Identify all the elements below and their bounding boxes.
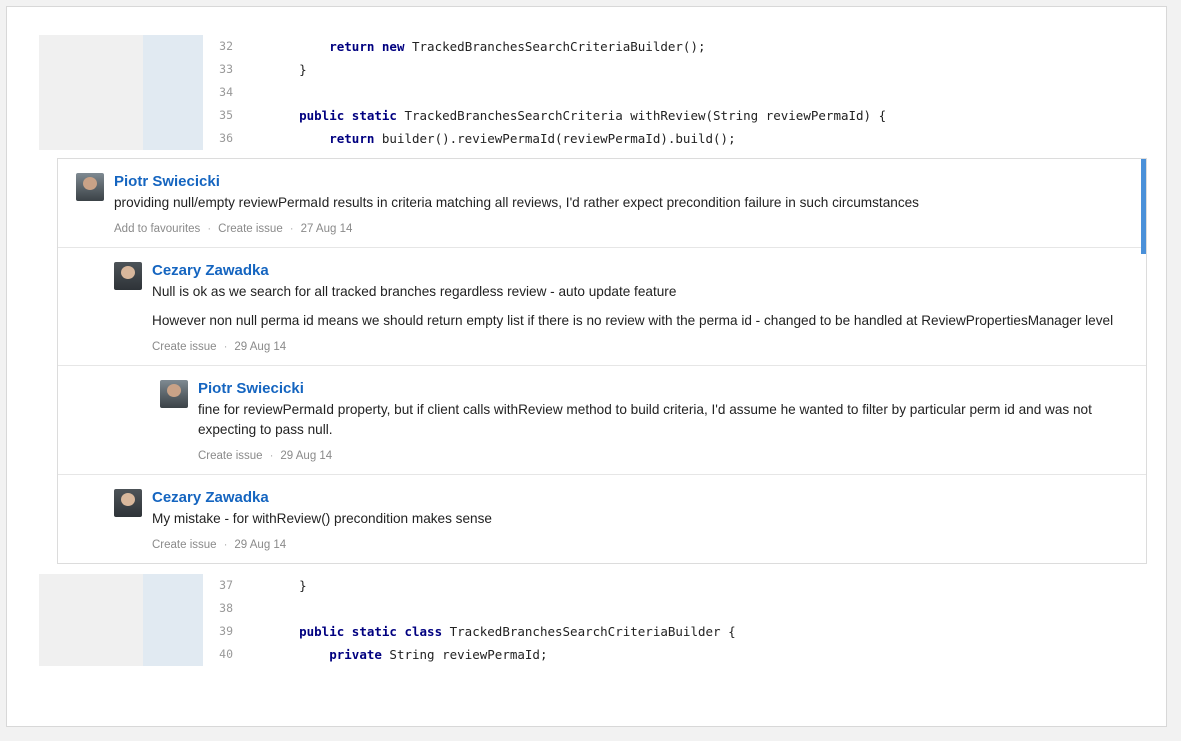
code-gutter-highlight bbox=[143, 597, 203, 620]
code-gutter-highlight bbox=[143, 104, 203, 127]
code-line bbox=[39, 35, 1139, 58]
code-line-text bbox=[241, 35, 1139, 58]
code-line bbox=[39, 620, 1139, 643]
code-line-text bbox=[241, 643, 1139, 666]
code-gutter-highlight bbox=[143, 35, 203, 58]
code-gutter-blank bbox=[39, 58, 143, 81]
code-gutter-blank bbox=[39, 127, 143, 150]
comment-body bbox=[152, 262, 1128, 355]
code-line-number: 33 bbox=[203, 58, 241, 81]
comment-body bbox=[152, 489, 1128, 553]
code-gutter-highlight bbox=[143, 58, 203, 81]
code-line-text bbox=[241, 81, 1139, 104]
code-line-text bbox=[241, 58, 1139, 81]
code-gutter-blank bbox=[39, 574, 143, 597]
comment-author[interactable]: Piotr Swiecicki bbox=[114, 173, 220, 190]
code-token: TrackedBranchesSearchCriteriaBuilder { bbox=[442, 624, 736, 639]
avatar bbox=[114, 489, 142, 517]
code-gutter-blank bbox=[39, 35, 143, 58]
code-keyword: private bbox=[329, 647, 382, 662]
avatar bbox=[76, 173, 104, 201]
code-token: } bbox=[269, 578, 307, 593]
comment-date: 29 Aug 14 bbox=[280, 450, 333, 462]
code-gutter-highlight bbox=[143, 81, 203, 104]
code-gutter-blank bbox=[39, 104, 143, 127]
code-token: TrackedBranchesSearchCriteria withReview(String reviewPermaId) { bbox=[396, 108, 887, 123]
code-line-number: 35 bbox=[203, 104, 241, 127]
code-line bbox=[39, 58, 1139, 81]
thread-accent-bar bbox=[1141, 159, 1146, 254]
comment-meta bbox=[198, 449, 1128, 464]
code-line-text bbox=[241, 127, 1139, 150]
code-gutter-blank bbox=[39, 620, 143, 643]
code-line-number: 39 bbox=[203, 620, 241, 643]
code-line bbox=[39, 81, 1139, 104]
comment-action-create-issue[interactable]: Create issue bbox=[218, 223, 283, 235]
code-keyword: public static bbox=[299, 108, 397, 123]
code-token bbox=[269, 647, 329, 662]
code-token: builder().reviewPermaId(reviewPermaId).build(); bbox=[374, 131, 736, 146]
code-keyword: public static class bbox=[299, 624, 443, 639]
code-block-top bbox=[39, 35, 1139, 150]
code-line bbox=[39, 597, 1139, 620]
code-line-text bbox=[241, 620, 1139, 643]
code-line-number: 38 bbox=[203, 597, 241, 620]
comment-author[interactable]: Piotr Swiecicki bbox=[198, 380, 304, 397]
comment-meta bbox=[152, 538, 1128, 553]
code-gutter-highlight bbox=[143, 620, 203, 643]
comment-body bbox=[198, 380, 1128, 464]
code-keyword: return bbox=[329, 131, 375, 146]
code-line bbox=[39, 643, 1139, 666]
meta-separator: · bbox=[223, 341, 228, 353]
code-line bbox=[39, 127, 1139, 150]
code-token: } bbox=[269, 62, 307, 77]
code-line bbox=[39, 574, 1139, 597]
diff-card bbox=[6, 6, 1167, 727]
comment-date: 29 Aug 14 bbox=[234, 539, 287, 551]
code-line-text bbox=[241, 597, 1139, 620]
comment-author[interactable]: Cezary Zawadka bbox=[152, 489, 269, 506]
code-gutter-blank bbox=[39, 597, 143, 620]
code-gutter-highlight bbox=[143, 574, 203, 597]
avatar bbox=[114, 262, 142, 290]
comment-meta bbox=[114, 222, 1128, 237]
code-token bbox=[269, 624, 299, 639]
comment-text: My mistake - for withReview() precondition makes sense bbox=[152, 511, 492, 526]
comment-meta bbox=[152, 340, 1128, 355]
comment-thread bbox=[57, 158, 1147, 564]
comment-text: However non null perma id means we should return empty list if there is no review with the perma id - changed to be handled at ReviewPropertiesManager level bbox=[152, 313, 1114, 328]
meta-separator: · bbox=[207, 223, 212, 235]
comment-action-add-to-favourites[interactable]: Add to favourites bbox=[114, 223, 201, 235]
meta-separator: · bbox=[289, 223, 294, 235]
code-gutter-blank bbox=[39, 643, 143, 666]
code-line bbox=[39, 104, 1139, 127]
comment-date: 27 Aug 14 bbox=[300, 223, 353, 235]
comment-item bbox=[58, 247, 1146, 365]
code-token bbox=[269, 108, 299, 123]
code-token: String reviewPermaId; bbox=[381, 647, 548, 662]
code-line-number: 37 bbox=[203, 574, 241, 597]
code-block-bottom bbox=[39, 574, 1139, 666]
code-token bbox=[269, 39, 329, 54]
comment-action-create-issue[interactable]: Create issue bbox=[152, 341, 217, 353]
comment-author[interactable]: Cezary Zawadka bbox=[152, 262, 269, 279]
code-line-text bbox=[241, 574, 1139, 597]
comment-item bbox=[58, 474, 1146, 563]
meta-separator: · bbox=[223, 539, 228, 551]
code-token: TrackedBranchesSearchCriteriaBuilder(); bbox=[404, 39, 706, 54]
code-gutter-blank bbox=[39, 81, 143, 104]
comment-action-create-issue[interactable]: Create issue bbox=[198, 450, 263, 462]
avatar bbox=[160, 380, 188, 408]
code-gutter-highlight bbox=[143, 643, 203, 666]
code-keyword: return new bbox=[329, 39, 405, 54]
code-line-text bbox=[241, 104, 1139, 127]
comment-date: 29 Aug 14 bbox=[234, 341, 287, 353]
comment-body bbox=[114, 173, 1128, 237]
meta-separator: · bbox=[269, 450, 274, 462]
code-gutter-highlight bbox=[143, 127, 203, 150]
comment-item bbox=[58, 365, 1146, 474]
comment-item bbox=[58, 159, 1146, 247]
comment-text: Null is ok as we search for all tracked branches regardless review - auto update feature bbox=[152, 284, 677, 299]
code-line-number: 34 bbox=[203, 81, 241, 104]
code-line-number: 32 bbox=[203, 35, 241, 58]
code-token bbox=[269, 131, 329, 146]
comment-text: fine for reviewPermaId property, but if client calls withReview method to build criteria, I'd assume he wanted to filter by particular perm id and was not expecting to pass null. bbox=[198, 402, 1092, 437]
code-line-number: 36 bbox=[203, 127, 241, 150]
comment-text: providing null/empty reviewPermaId results in criteria matching all reviews, I'd rather expect precondition failure in such circumstances bbox=[114, 195, 919, 210]
comment-action-create-issue[interactable]: Create issue bbox=[152, 539, 217, 551]
code-line-number: 40 bbox=[203, 643, 241, 666]
